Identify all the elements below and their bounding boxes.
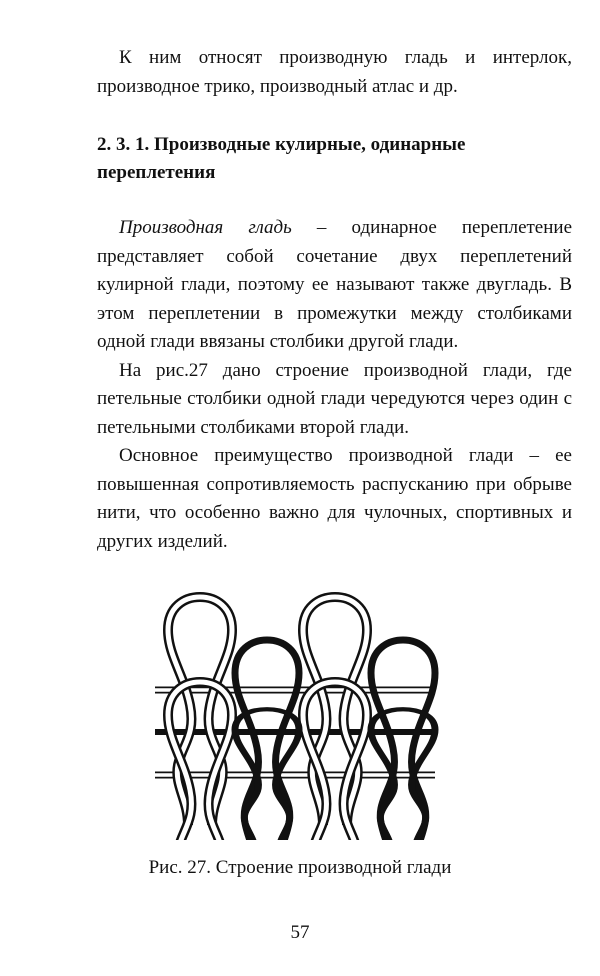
paragraph-3: Основное преимущество производной глади – ее повышенная сопротивляемость распусканию при обрыве нити, что особенно важно для чулочных, спортивных и других изделий. (97, 445, 572, 552)
page-number: 57 (290, 922, 310, 943)
first-glad-loops (168, 597, 367, 840)
figure-caption: Рис. 27. Строение производной глади (148, 857, 452, 878)
paragraph-1-text: – одинарное переплетение представляет собой сочетание двух переплетений кулирной глади, поэтому ее называют также двугладь. В этом переплетении в промежутки между столбиками одной глади ввязаны столбики другой глади. (97, 217, 573, 352)
second-glad-loops (235, 640, 435, 840)
intro-paragraph: К ним относят производную гладь и интерлок, производное трико, производный атлас и др. (97, 47, 572, 97)
section-heading: 2. 3. 1. Производные кулирные, одинарные переплетения (97, 134, 466, 183)
term-proizvodnaya-glad: Производная гладь (119, 217, 292, 238)
intro-text-block (97, 44, 572, 101)
knit-structure-figure (145, 590, 445, 840)
paragraph-2: На рис.27 дано строение производной глади, где петельные столбики одной глади чередуются через один с петельными столбиками второй глади. (97, 359, 572, 438)
body-text-block (97, 214, 572, 556)
paragraph-1 (97, 214, 572, 357)
